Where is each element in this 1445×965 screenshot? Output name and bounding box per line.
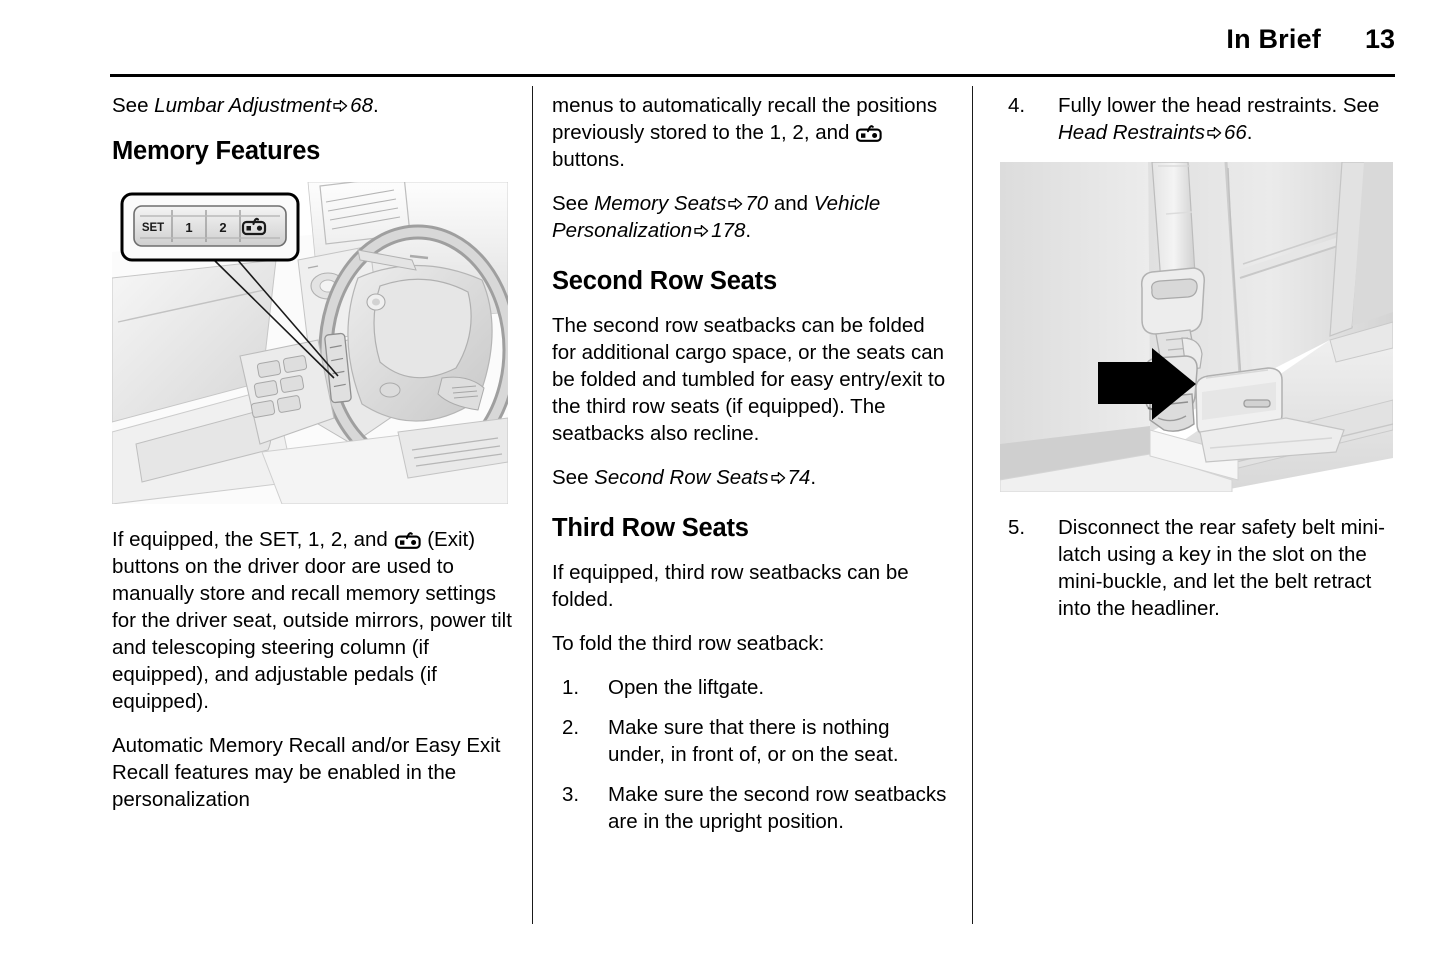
heading-memory-features: Memory Features — [112, 137, 321, 165]
heading-second-row-seats: Second Row Seats — [552, 267, 777, 295]
header-rule — [110, 74, 1395, 77]
reference-title: Second Row Seats — [594, 466, 769, 489]
reference-page-vehicle-personalization: 178 — [711, 219, 746, 242]
step-text: Open the liftgate. — [608, 676, 765, 699]
paragraph-to-fold-instructions: To fold the third row seatback: — [552, 632, 825, 655]
reference-page: 66 — [1223, 121, 1247, 144]
svg-text:2: 2 — [219, 220, 227, 235]
see-memory-seats-reference — [552, 190, 952, 244]
reference-title-vehicle-personalization: Vehicle Personalization — [552, 192, 881, 242]
reference-page-memory-seats: 70 — [745, 192, 769, 215]
see-prefix: See — [552, 466, 595, 489]
reference-title: Head Restraints — [1058, 121, 1205, 144]
reference-suffix: . — [372, 94, 379, 117]
reference-page: 74 — [787, 466, 811, 489]
column-3 — [1000, 92, 1396, 622]
column-1 — [112, 92, 512, 813]
page-header — [110, 24, 1395, 70]
vehicle-interior-memory-buttons-illustration — [112, 182, 508, 504]
menus-text-part2: buttons. — [552, 148, 625, 171]
exit-memory-icon — [395, 532, 421, 549]
reference-title: Lumbar Adjustment — [154, 94, 332, 117]
heading-third-row-seats: Third Row Seats — [552, 514, 749, 542]
list-item — [552, 781, 952, 835]
right-arrow-outline-icon — [694, 224, 709, 238]
list-item — [1000, 514, 1396, 622]
step-number: 1. — [562, 676, 580, 699]
column-divider-2 — [972, 86, 973, 924]
paragraph-memory-buttons — [112, 526, 512, 715]
reference-suffix: . — [1246, 121, 1253, 144]
paragraph-menus-recall — [552, 92, 952, 173]
paragraph-automatic-recall: Automatic Memory Recall and/or Easy Exit Recall features may be enabled in the personalization — [112, 734, 501, 811]
step-text: Disconnect the rear safety belt mini-latch using a key in the slot on the mini-buckle, and let the belt retract into the headliner. — [1058, 516, 1385, 620]
paragraph-second-row-seats: The second row seatbacks can be folded for additional cargo space, or the seats can be folded and tumbled for easy entry/exit to the third row seats (if equipped). The seatbacks also recline. — [552, 314, 946, 445]
see-prefix: See — [552, 192, 595, 215]
memory-buttons-text-part1: If equipped, the SET, 1, 2, and — [112, 528, 394, 551]
menus-text-part1: menus to automatically recall the positions previously stored to the 1, 2, and — [552, 94, 938, 144]
list-item — [552, 674, 952, 701]
reference-suffix: . — [810, 466, 817, 489]
page-title: In Brief — [1226, 24, 1321, 54]
third-row-fold-steps — [552, 674, 952, 835]
column-divider-1 — [532, 86, 533, 924]
step-text: Make sure that there is nothing under, in front of, or on the seat. — [608, 716, 899, 766]
step-number: 4. — [1008, 94, 1026, 117]
reference-conjunction: and — [768, 192, 814, 215]
see-second-row-seats-reference — [552, 464, 952, 491]
svg-text:SET: SET — [141, 222, 165, 234]
mini-latch-disconnect-step — [1000, 514, 1396, 622]
list-item — [552, 714, 952, 768]
see-lumbar-adjustment-reference — [112, 92, 512, 119]
svg-text:1: 1 — [185, 220, 193, 235]
reference-suffix: . — [745, 219, 752, 242]
step-number: 2. — [562, 716, 580, 739]
memory-buttons-text-part2: (Exit) buttons on the driver door are used to manually store and recall memory settings for the driver seat, outside mirrors, power tilt and telescoping steering column (if equipped), and adjustable pedals (if equipped). — [112, 528, 512, 713]
reference-title-memory-seats: Memory Seats — [594, 192, 727, 215]
step-number: 5. — [1008, 516, 1026, 539]
right-arrow-outline-icon — [728, 197, 743, 211]
head-restraint-step — [1000, 92, 1396, 146]
paragraph-third-row-seats: If equipped, third row seatbacks can be folded. — [552, 561, 909, 611]
list-item — [1000, 92, 1396, 146]
step-text: Make sure the second row seatbacks are in the upright position. — [608, 783, 947, 833]
page-number: 13 — [1364, 24, 1395, 54]
see-prefix: See — [112, 94, 155, 117]
right-arrow-outline-icon — [1207, 126, 1222, 140]
step-number: 3. — [562, 783, 580, 806]
right-arrow-outline-icon — [771, 471, 786, 485]
reference-page: 68 — [350, 94, 373, 117]
column-2 — [552, 92, 952, 835]
rear-safety-belt-mini-latch-illustration — [1000, 162, 1393, 492]
exit-memory-icon — [856, 125, 882, 142]
step-text-part1: Fully lower the head restraints. See — [1058, 94, 1380, 117]
right-arrow-outline-icon — [333, 99, 348, 113]
